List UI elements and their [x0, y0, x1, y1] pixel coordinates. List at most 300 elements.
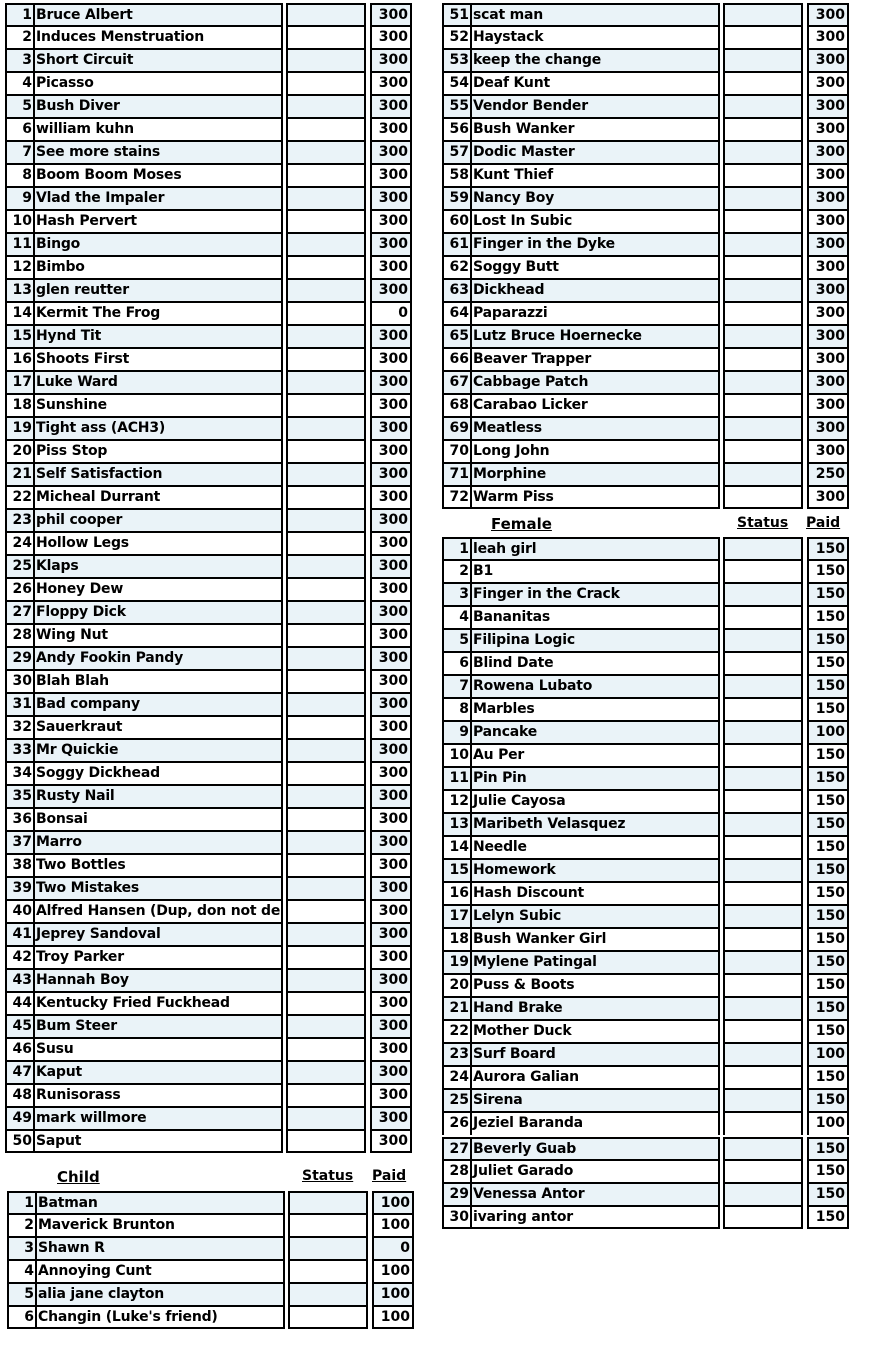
row-paid: 300 — [370, 486, 412, 509]
row-name: leah girl — [471, 537, 720, 560]
row-paid: 300 — [807, 394, 849, 417]
row-number: 28 — [442, 1160, 471, 1183]
row-number: 3 — [7, 1237, 36, 1260]
table-row — [5, 877, 412, 900]
row-number: 3 — [5, 49, 34, 72]
row-paid: 300 — [370, 877, 412, 900]
row-name: Alfred Hansen (Dup, don not de — [34, 900, 283, 923]
row-paid: 300 — [370, 440, 412, 463]
row-number: 37 — [5, 831, 34, 854]
row-paid: 300 — [370, 532, 412, 555]
row-number: 1 — [442, 537, 471, 560]
table-row — [5, 486, 412, 509]
row-status — [723, 675, 803, 698]
row-paid: 300 — [370, 417, 412, 440]
row-number: 20 — [442, 974, 471, 997]
row-paid: 100 — [807, 721, 849, 744]
row-number: 20 — [5, 440, 34, 463]
row-name: Changin (Luke's friend) — [36, 1306, 285, 1329]
row-name: Hash Discount — [471, 882, 720, 905]
row-status — [723, 767, 803, 790]
row-status — [286, 26, 366, 49]
row-number: 34 — [5, 762, 34, 785]
female-status-header: Status — [737, 515, 789, 531]
row-status — [723, 1089, 803, 1112]
row-status — [288, 1237, 368, 1260]
row-name: Bush Wanker — [471, 118, 720, 141]
row-name: Maverick Brunton — [36, 1214, 285, 1237]
row-paid: 150 — [807, 836, 849, 859]
table-row — [5, 946, 412, 969]
row-number: 4 — [5, 72, 34, 95]
row-paid: 300 — [807, 417, 849, 440]
row-name: Mr Quickie — [34, 739, 283, 762]
row-number: 52 — [442, 26, 471, 49]
row-number: 64 — [442, 302, 471, 325]
table-row — [442, 371, 849, 394]
row-name: Julie Cayosa — [471, 790, 720, 813]
row-status — [723, 95, 803, 118]
row-paid: 300 — [370, 578, 412, 601]
row-name: Rusty Nail — [34, 785, 283, 808]
table-row — [5, 923, 412, 946]
row-name: Hollow Legs — [34, 532, 283, 555]
row-number: 8 — [5, 164, 34, 187]
row-status — [723, 417, 803, 440]
row-name: Lutz Bruce Hoernecke — [471, 325, 720, 348]
table-row — [442, 1089, 849, 1112]
row-paid: 300 — [370, 95, 412, 118]
row-paid: 300 — [370, 946, 412, 969]
row-number: 11 — [5, 233, 34, 256]
row-number: 14 — [5, 302, 34, 325]
row-paid: 300 — [370, 3, 412, 26]
row-name: Floppy Dick — [34, 601, 283, 624]
table-row — [442, 997, 849, 1020]
row-number: 5 — [7, 1283, 36, 1306]
table-row — [5, 1130, 412, 1153]
row-status — [286, 946, 366, 969]
row-name: Soggy Butt — [471, 256, 720, 279]
row-status — [286, 992, 366, 1015]
table-row — [442, 95, 849, 118]
row-name: Kentucky Fried Fuckhead — [34, 992, 283, 1015]
table-row — [5, 440, 412, 463]
table-row — [442, 49, 849, 72]
row-status — [723, 744, 803, 767]
row-number: 31 — [5, 693, 34, 716]
table-row — [442, 629, 849, 652]
table-row — [442, 882, 849, 905]
row-status — [286, 831, 366, 854]
table-row — [442, 859, 849, 882]
row-name: Piss Stop — [34, 440, 283, 463]
row-status — [286, 1130, 366, 1153]
row-name: Juliet Garado — [471, 1160, 720, 1183]
table-row — [442, 836, 849, 859]
row-number: 15 — [5, 325, 34, 348]
row-paid: 300 — [370, 1107, 412, 1130]
table-row — [442, 279, 849, 302]
table-row — [7, 1283, 414, 1306]
table-row — [442, 141, 849, 164]
row-status — [723, 141, 803, 164]
row-paid: 150 — [807, 629, 849, 652]
table-row — [442, 974, 849, 997]
table-row — [442, 210, 849, 233]
row-status — [723, 583, 803, 606]
row-paid: 300 — [370, 187, 412, 210]
row-number: 23 — [442, 1043, 471, 1066]
row-number: 25 — [5, 555, 34, 578]
row-name: Jeprey Sandoval — [34, 923, 283, 946]
table-row — [5, 716, 412, 739]
table-row — [5, 1015, 412, 1038]
row-name: Meatless — [471, 417, 720, 440]
row-name: Bananitas — [471, 606, 720, 629]
row-name: Beaver Trapper — [471, 348, 720, 371]
female-table-continued — [442, 1137, 849, 1229]
row-paid: 100 — [372, 1306, 414, 1329]
row-number: 16 — [442, 882, 471, 905]
row-status — [723, 721, 803, 744]
row-number: 35 — [5, 785, 34, 808]
male-table-1 — [5, 3, 412, 1153]
row-name: Sunshine — [34, 394, 283, 417]
table-row — [5, 210, 412, 233]
row-paid: 150 — [807, 997, 849, 1020]
row-number: 1 — [7, 1191, 36, 1214]
row-number: 15 — [442, 859, 471, 882]
row-name: Troy Parker — [34, 946, 283, 969]
row-name: Hannah Boy — [34, 969, 283, 992]
row-status — [286, 348, 366, 371]
row-number: 26 — [5, 578, 34, 601]
table-row — [442, 325, 849, 348]
row-name: Hand Brake — [471, 997, 720, 1020]
table-row — [442, 1137, 849, 1160]
row-status — [723, 325, 803, 348]
table-row — [442, 1043, 849, 1066]
table-row — [5, 49, 412, 72]
row-name: Shoots First — [34, 348, 283, 371]
row-paid: 150 — [807, 1089, 849, 1112]
row-status — [723, 279, 803, 302]
row-status — [286, 670, 366, 693]
table-row — [7, 1306, 414, 1329]
row-name: Luke Ward — [34, 371, 283, 394]
row-status — [286, 417, 366, 440]
row-paid: 150 — [807, 1206, 849, 1229]
row-number: 39 — [5, 877, 34, 900]
row-number: 21 — [5, 463, 34, 486]
row-paid: 300 — [370, 72, 412, 95]
row-number: 38 — [5, 854, 34, 877]
row-name: Andy Fookin Pandy — [34, 647, 283, 670]
row-name: Jeziel Baranda — [471, 1112, 720, 1135]
child-section-title: Child — [57, 1168, 100, 1186]
row-name: Shawn R — [36, 1237, 285, 1260]
row-status — [286, 371, 366, 394]
row-status — [286, 95, 366, 118]
row-number: 72 — [442, 486, 471, 509]
row-status — [723, 3, 803, 26]
row-status — [286, 1038, 366, 1061]
table-row — [5, 601, 412, 624]
row-number: 2 — [7, 1214, 36, 1237]
row-name: Beverly Guab — [471, 1137, 720, 1160]
row-paid: 300 — [370, 969, 412, 992]
row-status — [723, 164, 803, 187]
row-paid: 100 — [372, 1191, 414, 1214]
row-name: Homework — [471, 859, 720, 882]
row-paid: 150 — [807, 744, 849, 767]
row-status — [286, 693, 366, 716]
table-row — [5, 72, 412, 95]
table-row — [5, 762, 412, 785]
row-status — [286, 532, 366, 555]
row-number: 26 — [442, 1112, 471, 1135]
table-row — [5, 854, 412, 877]
row-status — [723, 882, 803, 905]
table-row — [5, 95, 412, 118]
row-status — [286, 739, 366, 762]
table-row — [442, 1183, 849, 1206]
row-name: Two Mistakes — [34, 877, 283, 900]
row-paid: 300 — [807, 279, 849, 302]
row-name: Surf Board — [471, 1043, 720, 1066]
row-number: 48 — [5, 1084, 34, 1107]
row-number: 24 — [442, 1066, 471, 1089]
table-row — [442, 72, 849, 95]
row-paid: 150 — [807, 1137, 849, 1160]
row-paid: 300 — [370, 831, 412, 854]
row-status — [723, 698, 803, 721]
row-name: Rowena Lubato — [471, 675, 720, 698]
row-number: 63 — [442, 279, 471, 302]
row-name: Kermit The Frog — [34, 302, 283, 325]
row-status — [723, 537, 803, 560]
row-number: 3 — [442, 583, 471, 606]
row-name: Induces Menstruation — [34, 26, 283, 49]
table-row — [442, 463, 849, 486]
row-status — [723, 606, 803, 629]
row-status — [286, 762, 366, 785]
table-row — [442, 394, 849, 417]
row-name: scat man — [471, 3, 720, 26]
row-status — [286, 325, 366, 348]
row-number: 46 — [5, 1038, 34, 1061]
table-row — [442, 905, 849, 928]
table-row — [442, 675, 849, 698]
row-paid: 300 — [370, 1061, 412, 1084]
table-row — [7, 1237, 414, 1260]
row-status — [286, 509, 366, 532]
row-paid: 100 — [372, 1283, 414, 1306]
row-paid: 300 — [370, 992, 412, 1015]
row-paid: 300 — [370, 118, 412, 141]
row-paid: 300 — [807, 256, 849, 279]
row-status — [723, 233, 803, 256]
row-paid: 150 — [807, 859, 849, 882]
row-name: Lelyn Subic — [471, 905, 720, 928]
table-row — [5, 1061, 412, 1084]
row-status — [723, 210, 803, 233]
row-name: Hash Pervert — [34, 210, 283, 233]
row-name: mark willmore — [34, 1107, 283, 1130]
row-status — [286, 3, 366, 26]
row-number: 29 — [442, 1183, 471, 1206]
row-status — [286, 49, 366, 72]
row-number: 33 — [5, 739, 34, 762]
row-name: Mylene Patingal — [471, 951, 720, 974]
row-number: 6 — [5, 118, 34, 141]
table-row — [5, 417, 412, 440]
row-status — [288, 1283, 368, 1306]
row-name: Picasso — [34, 72, 283, 95]
table-row — [5, 969, 412, 992]
row-paid: 100 — [372, 1214, 414, 1237]
row-paid: 150 — [807, 560, 849, 583]
row-number: 60 — [442, 210, 471, 233]
table-row — [5, 624, 412, 647]
row-name: Bingo — [34, 233, 283, 256]
row-paid: 300 — [370, 1038, 412, 1061]
row-status — [286, 141, 366, 164]
row-status — [288, 1260, 368, 1283]
row-status — [286, 187, 366, 210]
table-row — [442, 698, 849, 721]
row-paid: 300 — [370, 555, 412, 578]
table-row — [442, 164, 849, 187]
row-paid: 300 — [807, 233, 849, 256]
row-paid: 300 — [370, 716, 412, 739]
row-status — [286, 647, 366, 670]
row-number: 22 — [5, 486, 34, 509]
row-name: Filipina Logic — [471, 629, 720, 652]
row-paid: 150 — [807, 882, 849, 905]
row-number: 9 — [442, 721, 471, 744]
row-status — [723, 440, 803, 463]
row-status — [286, 210, 366, 233]
row-name: Blah Blah — [34, 670, 283, 693]
table-row — [5, 463, 412, 486]
table-row — [442, 1206, 849, 1229]
row-number: 51 — [442, 3, 471, 26]
row-name: Au Per — [471, 744, 720, 767]
row-status — [723, 1112, 803, 1135]
table-row — [442, 537, 849, 560]
row-status — [723, 348, 803, 371]
row-number: 7 — [5, 141, 34, 164]
row-name: Paparazzi — [471, 302, 720, 325]
table-row — [5, 118, 412, 141]
table-row — [442, 1020, 849, 1043]
row-name: Annoying Cunt — [36, 1260, 285, 1283]
row-name: Kaput — [34, 1061, 283, 1084]
row-name: Morphine — [471, 463, 720, 486]
row-number: 50 — [5, 1130, 34, 1153]
row-paid: 300 — [370, 670, 412, 693]
table-row — [5, 1084, 412, 1107]
row-name: Bum Steer — [34, 1015, 283, 1038]
row-name: ivaring antor — [471, 1206, 720, 1229]
row-name: Self Satisfaction — [34, 463, 283, 486]
row-number: 8 — [442, 698, 471, 721]
child-paid-header: Paid — [372, 1168, 407, 1184]
table-row — [442, 486, 849, 509]
row-paid: 300 — [370, 233, 412, 256]
row-name: Cabbage Patch — [471, 371, 720, 394]
row-paid: 300 — [370, 371, 412, 394]
table-row — [5, 3, 412, 26]
table-row — [5, 1038, 412, 1061]
row-status — [723, 394, 803, 417]
row-number: 18 — [442, 928, 471, 951]
row-paid: 100 — [807, 1112, 849, 1135]
row-number: 65 — [442, 325, 471, 348]
row-name: Runisorass — [34, 1084, 283, 1107]
row-number: 9 — [5, 187, 34, 210]
table-row — [442, 652, 849, 675]
table-row — [5, 992, 412, 1015]
row-status — [723, 486, 803, 509]
row-name: Needle — [471, 836, 720, 859]
row-number: 41 — [5, 923, 34, 946]
row-name: Maribeth Velasquez — [471, 813, 720, 836]
row-number: 47 — [5, 1061, 34, 1084]
row-name: Sauerkraut — [34, 716, 283, 739]
row-status — [723, 997, 803, 1020]
row-paid: 300 — [370, 26, 412, 49]
table-row — [5, 670, 412, 693]
row-number: 1 — [5, 3, 34, 26]
row-paid: 300 — [807, 95, 849, 118]
row-name: Soggy Dickhead — [34, 762, 283, 785]
row-paid: 300 — [370, 1084, 412, 1107]
table-row — [442, 767, 849, 790]
table-row — [442, 721, 849, 744]
row-name: Saput — [34, 1130, 283, 1153]
row-number: 12 — [5, 256, 34, 279]
row-number: 61 — [442, 233, 471, 256]
row-paid: 300 — [370, 279, 412, 302]
row-status — [723, 1160, 803, 1183]
row-paid: 300 — [370, 1015, 412, 1038]
row-status — [286, 578, 366, 601]
row-name: Bimbo — [34, 256, 283, 279]
row-name: keep the change — [471, 49, 720, 72]
row-status — [723, 1206, 803, 1229]
table-row — [5, 647, 412, 670]
row-number: 14 — [442, 836, 471, 859]
row-number: 42 — [5, 946, 34, 969]
row-paid: 300 — [807, 141, 849, 164]
row-number: 40 — [5, 900, 34, 923]
row-status — [286, 394, 366, 417]
table-row — [5, 164, 412, 187]
row-paid: 300 — [807, 325, 849, 348]
row-number: 56 — [442, 118, 471, 141]
row-status — [286, 900, 366, 923]
row-number: 22 — [442, 1020, 471, 1043]
table-row — [442, 1160, 849, 1183]
row-name: Puss & Boots — [471, 974, 720, 997]
table-row — [5, 187, 412, 210]
row-number: 57 — [442, 141, 471, 164]
row-number: 36 — [5, 808, 34, 831]
table-row — [442, 348, 849, 371]
